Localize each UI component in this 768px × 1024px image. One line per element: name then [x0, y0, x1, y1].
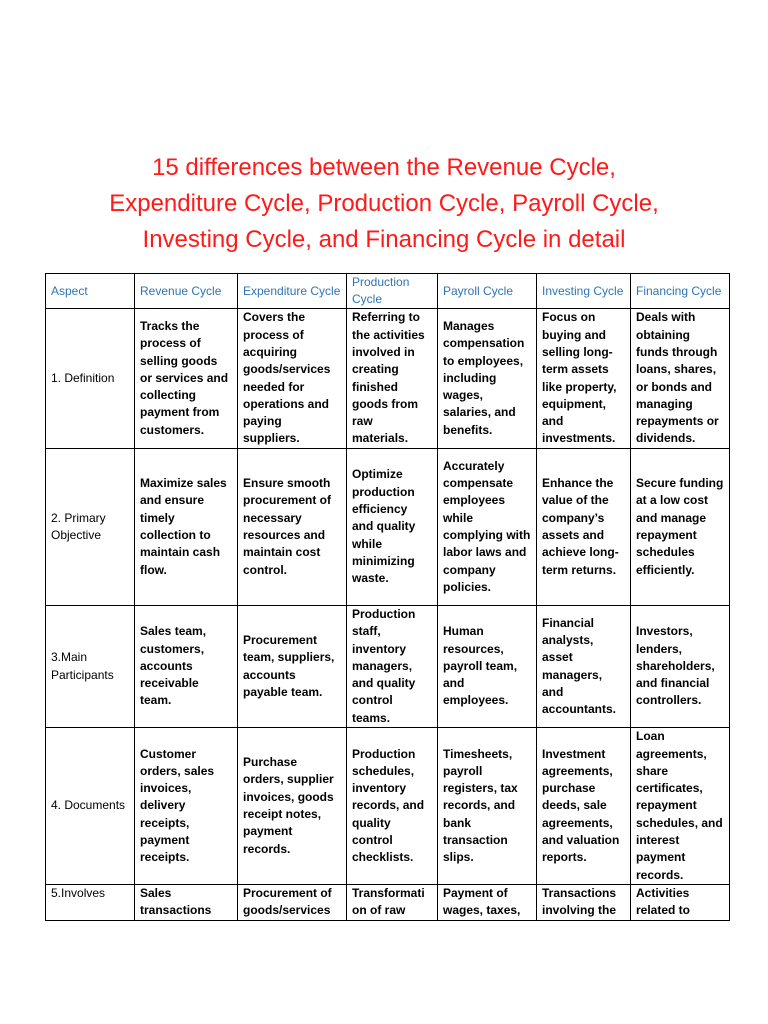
table-cell: Secure funding at a low cost and manage repayment schedules efficiently.	[631, 449, 730, 606]
header-cell: Production Cycle	[347, 274, 438, 309]
document-title	[20, 150, 748, 258]
table-row	[46, 728, 730, 885]
table-cell: Production staff, inventory managers, and quality control teams.	[347, 606, 438, 728]
header-cell: Payroll Cycle	[438, 274, 537, 309]
table-row	[46, 309, 730, 449]
table-cell: Maximize sales and ensure timely collection to maintain cash flow.	[135, 449, 238, 606]
table-row	[46, 449, 730, 606]
table-cell: Loan agreements, share certificates, repayment schedules, and interest payment records.	[631, 728, 730, 885]
table-cell: Optimize production efficiency and quality while minimizing waste.	[347, 449, 438, 606]
aspect-cell: 4. Documents	[46, 728, 135, 885]
table-cell: Tracks the process of selling goods or services and collecting payment from customers.	[135, 309, 238, 449]
header-cell: Investing Cycle	[537, 274, 631, 309]
table-cell: Procurement team, suppliers, accounts payable team.	[238, 606, 347, 728]
title-line: 15 differences between the Revenue Cycle,	[152, 154, 616, 181]
comparison-table	[45, 273, 730, 921]
table-cell: Investment agreements, purchase deeds, sale agreements, and valuation reports.	[537, 728, 631, 885]
table-cell: Payment of wages, taxes,	[438, 885, 537, 921]
table-row	[46, 885, 730, 921]
table-cell: Ensure smooth procurement of necessary resources and maintain cost control.	[238, 449, 347, 606]
table-cell: Customer orders, sales invoices, delivery receipts, payment receipts.	[135, 728, 238, 885]
table-cell: Production schedules, inventory records, and quality control checklists.	[347, 728, 438, 885]
table-cell: Human resources, payroll team, and employees.	[438, 606, 537, 728]
aspect-cell: 1. Definition	[46, 309, 135, 449]
aspect-cell: 2. Primary Objective	[46, 449, 135, 606]
table-cell: Accurately compensate employees while complying with labor laws and company policies.	[438, 449, 537, 606]
table-cell: Procurement of goods/services	[238, 885, 347, 921]
header-cell: Financing Cycle	[631, 274, 730, 309]
table-header-row	[46, 274, 730, 309]
aspect-cell: 3.Main Participants	[46, 606, 135, 728]
table-cell: Enhance the value of the company’s assets and achieve long-term returns.	[537, 449, 631, 606]
table-cell: Deals with obtaining funds through loans, shares, or bonds and managing repayments or dividends.	[631, 309, 730, 449]
table-cell: Financial analysts, asset managers, and accountants.	[537, 606, 631, 728]
table-cell: Covers the process of acquiring goods/services needed for operations and paying suppliers.	[238, 309, 347, 449]
table-cell: Timesheets, payroll registers, tax records, and bank transaction slips.	[438, 728, 537, 885]
table-cell: Manages compensation to employees, including wages, salaries, and benefits.	[438, 309, 537, 449]
table-cell: Transactions involving the	[537, 885, 631, 921]
aspect-cell: 5.Involves	[46, 885, 135, 921]
table-cell: Transformati on of raw	[347, 885, 438, 921]
table-cell: Activities related to	[631, 885, 730, 921]
table-cell: Purchase orders, supplier invoices, goods receipt notes, payment records.	[238, 728, 347, 885]
table-cell: Focus on buying and selling long-term assets like property, equipment, and investments.	[537, 309, 631, 449]
table-row	[46, 606, 730, 728]
header-cell: Aspect	[46, 274, 135, 309]
table-cell: Sales transactions	[135, 885, 238, 921]
title-line: Expenditure Cycle, Production Cycle, Payroll Cycle,	[109, 190, 659, 217]
title-line: Investing Cycle, and Financing Cycle in detail	[142, 226, 626, 253]
table-cell: Sales team, customers, accounts receivable team.	[135, 606, 238, 728]
table-cell: Investors, lenders, shareholders, and financial controllers.	[631, 606, 730, 728]
table-cell: Referring to the activities involved in creating finished goods from raw materials.	[347, 309, 438, 449]
header-cell: Revenue Cycle	[135, 274, 238, 309]
header-cell: Expenditure Cycle	[238, 274, 347, 309]
